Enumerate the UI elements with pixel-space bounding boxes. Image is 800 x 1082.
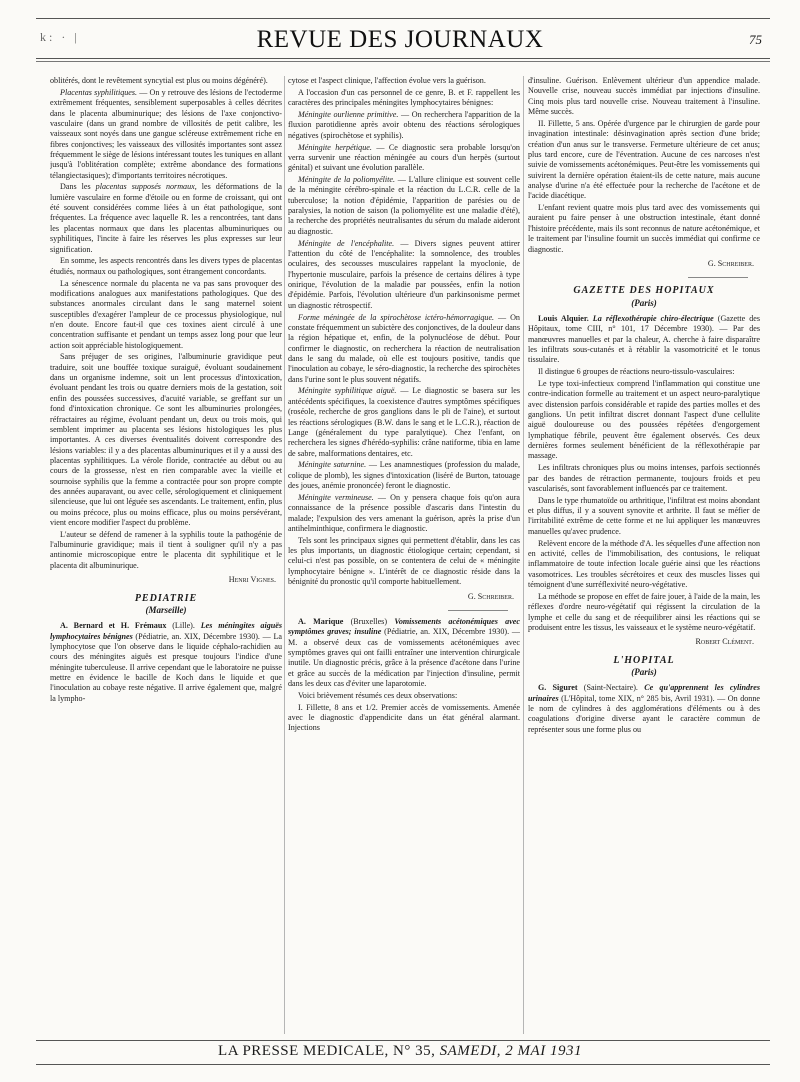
footer-date: SAMEDI, 2 MAI 1931 [439,1043,582,1059]
paragraph [288,175,520,237]
paragraph: Dans le type rhumatoïde ou arthritique, l'infiltrat est moins abondant et plus diffus, il y a souvent synovite et arthrite. Il faut se méfier de l'irritabilité extrême de cette forme et ne lui appliquer les manœuvres manuelles qu'avec prudence. [528,495,760,536]
footer-journal: LA PRESSE MEDICALE, N° 35, [218,1043,440,1059]
article-text: (Gazette des Hôpitaux, tome CIII, n° 101, 17 Décembre 1930). — Par des manœuvres manuelles et par la chaleur, A. cherche à faire disparaître les infiltrats sous-cutanés et à rétablir la vasomotricité et le tonus tissulaire. [528,313,760,365]
footer [0,1043,800,1060]
section-title: GAZETTE DES HOPITAUX [573,285,715,297]
article-authors: A. Marique [298,616,344,626]
paragraph [288,143,520,174]
paragraph: I. Fillette, 8 ans et 1/2. Premier accès de vomissements. Amenée avec le diagnostic d'appendicite dans un état général alarmant. Injections [288,702,520,733]
signature: G. Schreiber. [707,258,754,268]
article-place: (Bruxelles) [343,616,395,626]
paragraph: En somme, les aspects rencontrés dans les divers types de placentas étudiés, normaux ou pathologiques, sont étrangement concordants. [50,256,282,276]
paragraph: II. Fillette, 5 ans. Opérée d'urgence par le chirurgien de garde pour invagination intestinale: désinvagination après section d'une bride; création d'un anus sur le transverse. Fermeture ultérieure de cet anus; plus tard encore, cure de l'éventration. Aucune de ces narcoses n'est suivie de vomissements acétonémiques. Peut-être les vomissements qui suivirent la dernière opération étaient-ils de cette nature, mais aucune analyse d'urine n'a été effectuée pour la recherche de l'acétone et de l'acide diacétique. [528,118,760,201]
paragraph-text: — On y retrouve des lésions de l'ectoderme extrêmement fréquentes, sensiblement superposables à celles décrites dans le placenta albuminurique; des lésions de l'axe conjonctivo-vasculaire (dans un grand nombre de villosités de petit calibre, les vaisseaux sont noyés dans une gangue scléreuse extrêmement riche en fibres conjonctives; les vaisseaux des villosités importantes sont assez fréquemment le siège de lésions intéressant toutes les tuniques en allant jusqu'à l'oblitération complète; extrême abondance des formations télangiectasiques); d'importants territoires nécrotiques. [50,87,282,180]
article-authors: Louis Alquier. [538,313,589,323]
article-text: (Pédiatrie, an. XIX, Décembre 1930). — M. a observé deux cas de vomissements acétonémiques avec symptômes graves qui ont failli entraîner une intervention chirurgicale inutile. Un diagnostic précis, grâce à la présence d'acétone dans l'urine et grâce au succès de la médication par l'injection d'insuline, permit dans les deux cas d'éviter une laparotomie. [288,627,520,688]
paragraph [50,182,282,254]
article-paragraph [288,617,520,689]
paragraph: Les infiltrats chroniques plus ou moins intenses, parfois sectionnés par des bandes de rétraction permanente, toujours froids et peu vascularisés, sont favorablement influencés par ce traitement. [528,463,760,493]
run-in-heading: Méningite vermineuse. [298,492,374,502]
paragraph-text: — On recherchera l'apparition de la fluxion parotidienne après avoir obtenu des réactions sérologiques négatives (spirochètose et syphilis). [288,110,520,140]
masthead-rule [36,58,770,59]
article-title: Les méningites aiguës lymphocytaires bénignes [50,621,282,641]
article-paragraph [528,314,760,366]
paragraph: cytose et l'aspect clinique, l'affection évolue vers la guérison. [288,76,486,85]
article-place: (Lille). [166,621,201,631]
article-place: (Saint-Nectaire). [577,683,645,693]
signature: Henri Vignes. [228,575,276,585]
article-separator [688,277,748,278]
signature: G. Schreiber. [467,591,514,601]
paragraph-text: — Les anamnestiques (profession du malade, colique de plomb), les signes d'intoxication (liséré de Burton, tatouage des joues, anémie prononcée) feront le diagnostic. [288,460,520,491]
run-in-heading: Méningite saturnine. [298,460,367,470]
paragraph: Tels sont les principaux signes qui permettent d'établir, dans les cas les plus importants, un diagnostic étiologique certain; cependant, si celui-ci n'est pas possible, on se contentera de celui de « méningite lymphocytaire bénigne ». L'intérêt de ce diagnostic réside dans la bénignité du pronostic qu'il comporte habituellement. [288,535,520,587]
paragraph-text: , les déformations de la lumière vasculaire en forme d'étoile ou en forme de croissant, qui ont été souvent considérées comme liées à un état pathologique, sont fréquentes. La fréquence avec laquelle R. les a rencontrées, tant dans les placentas normaux que dans les placentas albuminuriques ou syphilitiques, l'incite à faire les réserves les plus expresses sur leur signification. [50,182,282,254]
article-title: Ce qu'apprennent les cylindres urinaires [528,683,760,703]
paragraph [288,313,520,385]
paragraph: A l'occasion d'un cas personnel de ce genre, B. et F. rappellent les caractères des principales méningites lymphocytaires bénignes: [288,87,520,108]
masthead-rule-lower [36,61,770,62]
paragraph [288,493,520,534]
column-3 [528,76,760,1034]
section-city: (Marseille) [145,604,187,615]
article-text: (Pédiatrie, an. XIX, Décembre 1930). — La lymphocytose que l'on observe dans le liquide céphalo-rachidien au cours des méningites aiguës est presque toujours l'indice d'une méningite tuberculeuse. Il arrive cependant que le laboratoire ne puisse mettre en évidence le bacille de Koch dans le liquide et que l'inoculation au cobaye reste négative. Il arrive également que, malgré la lympho- [50,631,282,703]
section-title: L'HOPITAL [613,654,675,666]
signature: Robert Clément. [695,637,754,647]
run-in-heading: Forme méningée de la spirochètose ictéro-hémorragique. [298,312,495,322]
section-title: PEDIATRIE [134,592,198,604]
section-city: (Paris) [631,297,657,308]
paragraph: d'insuline. Guérison. Enlèvement ultérieur d'un appendice malade. Nouvelle crise, nouveau succès immédiat par injections d'insuline. Cinq mois plus tard nouvelle crise. Nouveau traitement à l'insuline. Même succès. [528,76,760,117]
journal-title: REVUE DES JOURNAUX [256,26,544,53]
article-text: (L'Hôpital, tome XIX, n° 285 bis, Avril 1931). — On donne le nom de cylindres à des agglomérations d'éléments ou à des coagulations d'origine diverse ayant le caractère commun de représenter sous une forme plus ou [528,693,760,734]
paragraph: Le type toxi-infectieux comprend l'inflammation qui constitue une contre-indication formelle au traitement et un aspect neuro-paralytique avec distension parfois considérable et rapide des parties molles et des ganglions. Un petit infiltrat discret donnant l'aspect d'une cellulite aiguë douloureuse ou des poussées répétées d'engorgement lymphatique fébrile, peuvent être également observés. Ces deux dernières formes seulement bénéficient de la réflexothérapie par massage. [528,378,760,461]
paragraph: La méthode se propose en effet de faire jouer, à l'aide de la main, les réflexes d'ordre neuro-végétatif qui régissent la circulation de la lymphe et celle du sang et de réequilibrer ainsi les réactions qui se produisent entre les tissus, les vaisseaux et le système neuro-végétatif. [528,591,760,632]
run-in-heading: Méningite ourlienne primitive. [298,110,399,120]
run-in-heading: Méningite de la poliomyélite. [298,175,396,185]
paragraph: Voici brièvement résumés ces deux observations: [298,690,458,700]
paragraph: Sans préjuger de ses origines, l'albuminurie gravidique peut traduire, soit une bouffée toxique suraiguë, évoluant soudainement dans un organisme indemne, soit un lent processus d'intoxication, évoluant pendant les trois ou quatre derniers mois de la gestation, soit enfin des poussées successives, d'acuité variable, se greffant sur un fond d'intoxication chronique. Ce sont les albuminuries prolongées, réfractaires au régime, évoluant pendant un, deux ou trois mois, qui semblent imprimer au placenta ses lésions histologiques les plus importantes. A ces diverses éventualités doivent correspondre des lésions variables: il y a des placentas albuminuriques et il y a aussi des placentas syphilitiques. La vérole floride, contractée au début ou au cours de la grossesse, n'est en rien comparable avec la vieille et sournoise syphilis que la femme a contractée pour son propre compte des années auparavant, ou avec celle, sérologiquement et cliniquement silencieuse, que lui ont léguée ses ascendants. Le traitement, enfin, plus ou moins précoce, plus ou moins efficace, plus ou moins persévérant, vient encore modifier l'aspect du problème. [50,352,282,527]
article-separator [448,610,508,611]
run-in-heading: Placentas syphilitiques. [60,87,138,97]
column-1 [50,76,282,1034]
column-divider-1 [284,76,285,1034]
article-authors: G. Siguret [538,683,578,693]
paragraph [288,110,520,141]
article-paragraph [528,683,760,735]
paragraph-text: — Le diagnostic se basera sur les antécédents spécifiques, la coexistence d'autres symptômes spécifiques (roséole, recherche de gros ganglions dans le pli de l'aine), et surtout les réactions sérologiques (B.W. dans le sang et le L.C.R.), réaction de Lange (généralement du type paralytique). Chez l'enfant, on recherchera les signes d'hérédo-syphilis: crâne natiforme, tibia en lame de sabre, malformations dentaires, etc. [288,386,520,458]
article-title: La réflexothérapie chiro-électrique [588,313,714,323]
paragraph-text: — Divers signes peuvent attirer l'attention du côté de l'encéphalite: la somnolence, des troubles oculaires, des secousses musculaires rappelant la myoclonie, de l'hypertonie musculaire, parfois la présence de certains délires à type onirique, l'évolution de la maladie par poussées, enfin la notion d'épidémie. Parfois, l'évolution ultérieure d'un parkinsonisme permet un diagnostic rétrospectif. [288,238,520,310]
paragraph: oblitérés, dont le revêtement syncytial est plus ou moins dégénéré). [50,76,268,85]
paragraph-text: — On y pensera chaque fois qu'on aura connaissance de la présence possible d'ascaris dans l'intestin du malade; l'expulsion des vers amenant la guérison, après la prise d'un antihelminthique, confirmera le diagnostic. [288,492,520,533]
column-divider-2 [523,76,524,1034]
paragraph: Relèvent encore de la méthode d'A. les séquelles d'une affection non en activité, celles de l'immobilisation, des contusions, le reliquat inflammatoire de toute infection locale guérie ainsi que les réactions vasomotrices. Les troubles sécrétoires et ceux des muscles lisses qui témoignent d'une surréflexivité neuro-végétative. [528,538,760,589]
paragraph: La sénescence normale du placenta ne va pas sans provoquer des modifications analogues aux manifestations pathologiques. Que des substances anormales circulant dans le sang maternel soient susceptibles d'exagérer l'ampleur de ce processus physiologique, nul n'en doute. Encore faut-il que ces toxines aient circulé à une concentration suffisante et pendant un temps assez long pour que leur action soit appréciable histologiquement. [50,278,282,350]
column-2 [288,76,520,1034]
paragraph-text: Dans les [60,182,96,192]
paragraph-text: — L'allure clinique est souvent celle de la méningite cérébro-spinale et la réaction du L.C.R. celle de la tuberculose; la notion d'épidémie, l'apparition de parésies ou de paralysies, la notion de saison (la poliomyélite est une maladie d'été), la recherche des propriétés neutralisantes du sérum du malade aideront au diagnostic. [288,175,520,236]
paragraph [288,460,520,491]
run-in-heading: Méningite de l'encéphalite. [298,238,395,248]
paragraph: L'auteur se défend de ramener à la syphilis toute la pathogénie de l'albuminurie gravidique; mais il tient à souligner qu'il n'y a pas antinomie microscopique entre le placenta dit syphilitique et le placenta dit albuminurique. [50,529,282,570]
footer-rule-lower [36,1064,770,1065]
paragraph: L'enfant revient quatre mois plus tard avec des vomissements qui auraient pu faire penser à une obstruction intestinale, étant donné l'histoire précédente, mais ils sont reconnus de nature acétonémique, et le traitement par l'insuline fournit un succès immédiat qui confirme ce diagnostic. [528,203,760,254]
paragraph: Il distingue 6 groupes de réactions neuro-tissulo-vasculaires: [538,367,735,377]
page-marks: k: · | [40,30,80,44]
paragraph-text: — Ce diagnostic sera probable lorsqu'on verra survenir une réaction méningée au cours d'un herpès (surtout génital) et suivant une évolution parallèle. [288,142,520,173]
run-in-heading: Méningite syphilitique aiguë. [298,386,397,396]
run-in-heading: Méningite herpétique. [298,142,372,152]
paragraph [288,239,520,311]
article-paragraph [50,621,282,704]
article-title: Vomissements acétonémiques avec symptômes graves; insuline [288,616,520,637]
run-in-heading: placentas supposés normaux [95,182,195,192]
top-rule [36,18,770,19]
footer-rule [36,1040,770,1041]
page-number: 75 [749,32,762,47]
paragraph-text: — On constate fréquemment un subictère des conjonctives, de la douleur dans la région hépatique et, enfin, de la polynucléose de début. Pour confirmer le diagnostic, on recherchera la réaction de neutralisation dans le sang du malade, où elle est toujours positive, tandis que l'inoculation au cobaye, le séro-diagnostic, la recherche des spirochètes dans l'urine sont le plus souvent négatifs. [288,312,520,384]
section-city: (Paris) [631,666,657,677]
paragraph [50,88,282,181]
paragraph [288,386,520,458]
article-authors: A. Bernard et H. Frémaux [60,621,167,631]
